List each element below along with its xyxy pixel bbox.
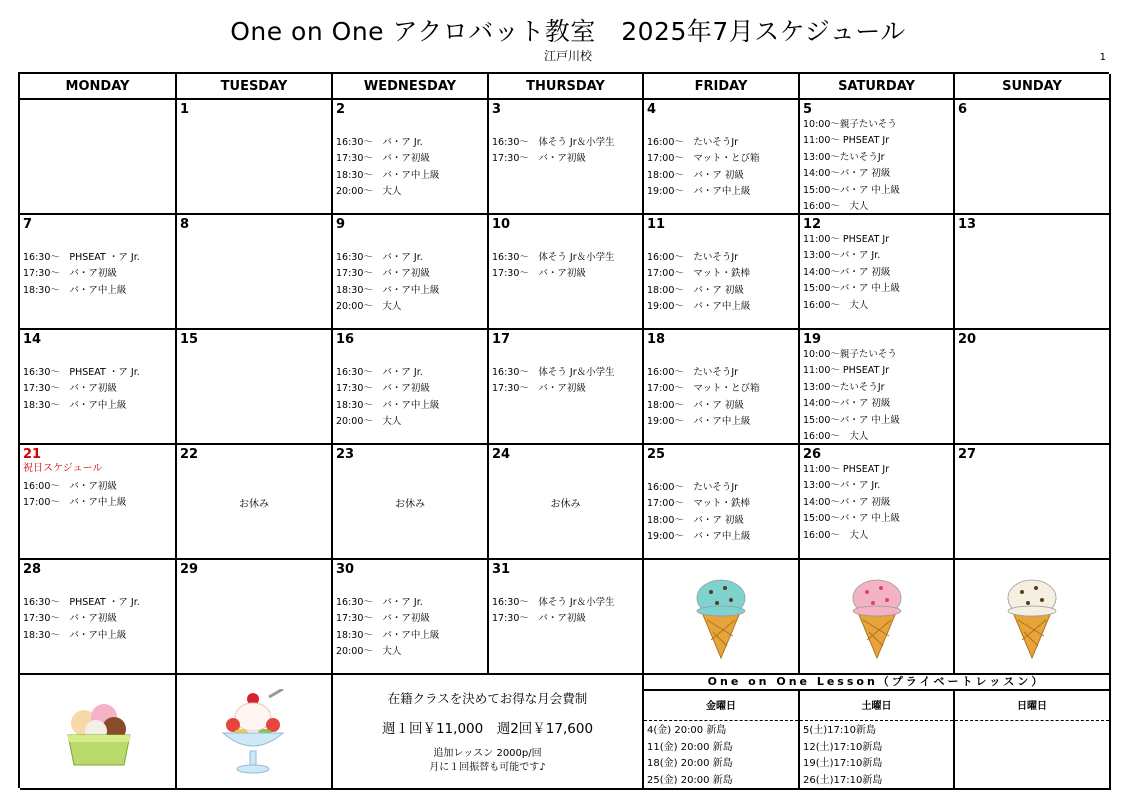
schedule-item: 16:00～ 大人 <box>803 299 869 311</box>
illustration-cell <box>644 560 800 675</box>
day-number: 13 <box>958 217 977 232</box>
schedule-item: 17:30～ バ・ア初級 <box>492 383 586 395</box>
calendar-day-cell <box>644 330 800 445</box>
calendar-day-cell <box>20 215 177 330</box>
calendar-grid <box>18 72 1109 788</box>
schedule-item: 20:00～ 大人 <box>336 186 402 198</box>
schedule-item: 18:00～ バ・ア 初級 <box>647 169 744 181</box>
schedule-list <box>23 232 173 299</box>
illustration-cell <box>177 675 333 790</box>
schedule-item: 11:00～ PHSEAT Jr <box>803 365 890 377</box>
schedule-item: 17:30～ バ・ア初級 <box>336 613 430 625</box>
school-name: 江戸川校 <box>543 49 592 63</box>
private-lesson-item: 12(土)17:10新島 <box>803 741 883 753</box>
schedule-item: 17:30～ バ・ア初級 <box>23 268 117 280</box>
calendar-day-cell <box>955 100 1111 215</box>
schedule-item: 18:00～ バ・ア 初級 <box>647 284 744 296</box>
schedule-list <box>492 117 640 168</box>
calendar-day-cell <box>177 445 333 560</box>
calendar-day-cell <box>333 560 489 675</box>
schedule-item: 16:30～ 体そう Jr＆小学生 <box>492 252 615 263</box>
private-lesson-panel <box>644 675 1111 790</box>
calendar-day-cell <box>177 215 333 330</box>
schedule-item: 16:00～ 大人 <box>803 431 869 443</box>
day-number: 25 <box>647 447 666 462</box>
ice-cream-cone-strawberry-icon <box>847 574 907 660</box>
private-lesson-list <box>644 721 798 789</box>
schedule-item: 16:00～ たいそうJr <box>647 482 739 493</box>
ice-cream-cup-icon <box>58 697 138 767</box>
schedule-item: 17:30～ バ・ア初級 <box>23 383 117 395</box>
private-lesson-column <box>644 691 800 789</box>
calendar-day-cell <box>489 215 644 330</box>
schedule-item: 18:00～ バ・ア 初級 <box>647 399 744 411</box>
schedule-item: 20:00～ 大人 <box>336 301 402 313</box>
calendar-day-cell <box>333 100 489 215</box>
schedule-item: 14:00～バ・ア 初級 <box>803 168 891 180</box>
holiday-label: 祝日スケジュール <box>23 463 103 474</box>
schedule-item: 14:00～バ・ア 初級 <box>803 398 891 410</box>
schedule-item: 17:00～ マット・鉄棒 <box>647 498 750 510</box>
schedule-item: 14:00～バ・ア 初級 <box>803 496 891 508</box>
day-number: 22 <box>180 447 199 462</box>
private-lesson-item: 19(土)17:10新島 <box>803 758 883 769</box>
day-number: 31 <box>492 562 511 577</box>
schedule-item: 17:30～ バ・ア初級 <box>492 613 586 625</box>
schedule-item: 16:00～ たいそうJr <box>647 137 739 148</box>
schedule-item: 17:00～ バ・ア中上級 <box>23 497 127 509</box>
schedule-list <box>336 117 485 201</box>
schedule-list <box>803 117 951 215</box>
schedule-item: 17:30～ バ・ア初級 <box>336 268 430 280</box>
day-number: 30 <box>336 562 355 577</box>
day-number: 10 <box>492 217 511 232</box>
schedule-list <box>647 232 796 316</box>
schedule-item: 16:30～ バ・ア Jr. <box>336 137 423 148</box>
calendar-day-cell <box>955 215 1111 330</box>
calendar-day-cell <box>20 445 177 560</box>
calendar-day-cell <box>20 560 177 675</box>
calendar-day-cell <box>20 330 177 445</box>
schedule-list <box>803 232 951 314</box>
day-number: 17 <box>492 332 511 347</box>
illustration-cell <box>800 560 955 675</box>
schedule-item: 17:00～ マット・とび箱 <box>647 153 760 165</box>
schedule-item: 17:00～ マット・鉄棒 <box>647 268 750 280</box>
schedule-item: 17:30～ バ・ア初級 <box>336 383 430 395</box>
calendar-day-cell <box>333 215 489 330</box>
calendar-day-cell <box>489 560 644 675</box>
calendar-day-cell <box>489 330 644 445</box>
day-number: 19 <box>803 332 822 347</box>
schedule-item: 11:00～ PHSEAT Jr <box>803 464 890 475</box>
schedule-list <box>336 577 485 661</box>
schedule-item: 16:30～ 体そう Jr＆小学生 <box>492 367 615 378</box>
schedule-item: 16:00～ 大人 <box>803 201 869 213</box>
schedule-item: 16:00～ たいそうJr <box>647 367 739 378</box>
schedule-item: 18:30～ バ・ア中上級 <box>336 629 440 641</box>
schedule-list <box>23 577 173 644</box>
closed-label: お休み <box>239 499 269 510</box>
day-number: 1 <box>180 102 190 117</box>
schedule-item: 16:30～ バ・ア Jr. <box>336 252 423 263</box>
ice-cream-cone-vanilla-icon <box>1002 574 1062 660</box>
day-number: 29 <box>180 562 199 577</box>
schedule-item: 17:30～ バ・ア初級 <box>492 268 586 280</box>
private-lesson-day-header: 土曜日 <box>800 697 953 721</box>
calendar-day-cell <box>333 330 489 445</box>
private-lesson-list <box>955 721 1109 723</box>
calendar-day-cell <box>955 445 1111 560</box>
day-number: 9 <box>336 217 346 232</box>
schedule-item: 16:30～ PHSEAT ・ア Jr. <box>23 252 140 263</box>
schedule-list <box>23 479 173 512</box>
schedule-item: 18:30～ バ・ア中上級 <box>336 284 440 296</box>
schedule-list <box>647 117 796 201</box>
schedule-list <box>647 462 796 546</box>
schedule-item: 15:00～バ・ア 中上級 <box>803 414 900 426</box>
schedule-item: 17:30～ バ・ア初級 <box>336 153 430 165</box>
schedule-item: 16:30～ バ・ア Jr. <box>336 367 423 378</box>
day-number: 12 <box>803 217 822 232</box>
day-number: 26 <box>803 447 822 462</box>
schedule-item: 19:00～ バ・ア中上級 <box>647 186 751 198</box>
calendar-day-cell <box>644 445 800 560</box>
schedule-item: 11:00～ PHSEAT Jr <box>803 135 890 147</box>
schedule-item: 17:00～ マット・とび箱 <box>647 383 760 395</box>
weekday-header-friday: FRIDAY <box>644 74 800 100</box>
schedule-item: 16:30～ PHSEAT ・ア Jr. <box>23 367 140 378</box>
private-lesson-column <box>955 691 1109 789</box>
private-lesson-column <box>800 691 955 789</box>
schedule-list <box>647 347 796 431</box>
private-lesson-item: 26(土)17:10新島 <box>803 774 883 786</box>
day-number: 3 <box>492 102 502 117</box>
closed-label: お休み <box>550 499 581 510</box>
day-number: 21 <box>23 447 42 462</box>
day-number: 23 <box>336 447 355 462</box>
day-number: 18 <box>647 332 666 347</box>
private-lesson-list <box>800 721 953 789</box>
schedule-item: 20:00～ 大人 <box>336 416 402 428</box>
schedule-item: 13:00～たいそうJr <box>803 381 885 393</box>
schedule-item: 10:00～親子たいそう <box>803 349 897 360</box>
schedule-item: 18:30～ バ・ア中上級 <box>23 629 127 641</box>
illustration-cell <box>20 675 177 790</box>
private-lesson-title: One on One Lesson（プライベートレッスン） <box>644 675 1109 691</box>
weekday-header-wednesday: WEDNESDAY <box>333 74 489 100</box>
schedule-item: 15:00～バ・ア 中上級 <box>803 513 900 525</box>
page-title: One on One アクロバット教室 2025年7月スケジュール <box>230 17 906 46</box>
calendar-day-cell <box>177 100 333 215</box>
weekday-header-sunday: SUNDAY <box>955 74 1111 100</box>
private-lesson-item: 18(金) 20:00 新島 <box>647 758 733 769</box>
closed-label: お休み <box>395 499 425 510</box>
calendar-day-cell <box>177 560 333 675</box>
schedule-item: 14:00～バ・ア 初級 <box>803 266 891 278</box>
schedule-item: 18:00～ バ・ア 初級 <box>647 514 744 526</box>
schedule-item: 20:00～ 大人 <box>336 646 402 658</box>
calendar-day-cell <box>20 100 177 215</box>
day-number: 14 <box>23 332 42 347</box>
weekday-header-monday: MONDAY <box>20 74 177 100</box>
fee-headline: 在籍クラスを決めてお得な月会費制 <box>387 690 588 706</box>
schedule-item: 19:00～ バ・ア中上級 <box>647 531 751 543</box>
schedule-item: 18:30～ バ・ア中上級 <box>23 284 127 296</box>
schedule-item: 17:30～ バ・ア初級 <box>492 153 586 165</box>
schedule-item: 16:00～ 大人 <box>803 529 869 541</box>
schedule-item: 16:30～ バ・ア Jr. <box>336 597 423 608</box>
page-number: 1 <box>1099 52 1106 63</box>
calendar-day-cell <box>955 330 1111 445</box>
weekday-header-saturday: SATURDAY <box>800 74 955 100</box>
calendar-day-cell <box>177 330 333 445</box>
schedule-item: 19:00～ バ・ア中上級 <box>647 301 751 313</box>
schedule-item: 16:30～ PHSEAT ・ア Jr. <box>23 597 140 608</box>
schedule-item: 13:00～バ・ア Jr. <box>803 250 881 262</box>
day-number: 16 <box>336 332 355 347</box>
schedule-item: 18:30～ バ・ア中上級 <box>336 169 440 181</box>
calendar-day-cell <box>800 445 955 560</box>
private-lesson-item: 4(金) 20:00 新島 <box>647 725 727 736</box>
day-number: 4 <box>647 102 657 117</box>
schedule-list <box>803 462 951 544</box>
schedule-list <box>23 347 173 414</box>
calendar-day-cell <box>800 215 955 330</box>
calendar-day-cell <box>800 100 955 215</box>
schedule-item: 16:30～ 体そう Jr＆小学生 <box>492 137 615 148</box>
private-lesson-day-header: 金曜日 <box>644 697 798 721</box>
day-number: 6 <box>958 102 968 117</box>
fee-makeup-note: 月に１回振替も可能です♪ <box>429 761 546 773</box>
day-number: 28 <box>23 562 42 577</box>
schedule-item: 16:00～ バ・ア初級 <box>23 481 117 492</box>
schedule-item: 16:30～ 体そう Jr＆小学生 <box>492 597 615 608</box>
private-lesson-item: 25(金) 20:00 新島 <box>647 774 733 786</box>
day-number: 11 <box>647 217 666 232</box>
schedule-item: 13:00～バ・ア Jr. <box>803 480 881 492</box>
schedule-item: 16:00～ たいそうJr <box>647 252 739 263</box>
schedule-item: 13:00～たいそうJr <box>803 151 885 163</box>
day-number: 5 <box>803 102 813 117</box>
schedule-list <box>336 232 485 316</box>
fee-prices: 週１回￥11,000 週2回￥17,600 <box>381 720 594 737</box>
schedule-item: 17:30～ バ・ア初級 <box>23 613 117 625</box>
schedule-list <box>492 577 640 628</box>
fee-info <box>333 675 644 790</box>
illustration-cell <box>955 560 1111 675</box>
fruit-parfait-icon <box>209 689 299 775</box>
day-number: 8 <box>180 217 190 232</box>
calendar-day-cell <box>800 330 955 445</box>
schedule-list <box>492 347 640 398</box>
weekday-header-tuesday: TUESDAY <box>177 74 333 100</box>
schedule-item: 11:00～ PHSEAT Jr <box>803 234 890 245</box>
day-number: 15 <box>180 332 199 347</box>
schedule-list <box>803 347 951 445</box>
day-number: 27 <box>958 447 977 462</box>
private-lesson-day-header: 日曜日 <box>955 697 1109 721</box>
schedule-item: 15:00～バ・ア 中上級 <box>803 184 900 196</box>
weekday-header-thursday: THURSDAY <box>489 74 644 100</box>
calendar-day-cell <box>644 215 800 330</box>
fee-extra-lesson: 追加レッスン 2000p/回 <box>433 747 542 759</box>
schedule-item: 18:30～ バ・ア中上級 <box>336 399 440 411</box>
schedule-list <box>492 232 640 283</box>
schedule-item: 15:00～バ・ア 中上級 <box>803 283 900 295</box>
schedule-list <box>336 347 485 431</box>
calendar-day-cell <box>489 100 644 215</box>
day-number: 20 <box>958 332 977 347</box>
day-number: 7 <box>23 217 33 232</box>
schedule-item: 19:00～ バ・ア中上級 <box>647 416 751 428</box>
day-number: 24 <box>492 447 511 462</box>
schedule-item: 10:00～親子たいそう <box>803 119 897 130</box>
private-lesson-item: 5(土)17:10新島 <box>803 725 876 736</box>
day-number: 2 <box>336 102 346 117</box>
ice-cream-cone-mint-icon <box>691 574 751 660</box>
calendar-day-cell <box>644 100 800 215</box>
private-lesson-item: 11(金) 20:00 新島 <box>647 741 733 753</box>
schedule-item: 18:30～ バ・ア中上級 <box>23 399 127 411</box>
calendar-day-cell <box>333 445 489 560</box>
calendar-day-cell <box>489 445 644 560</box>
